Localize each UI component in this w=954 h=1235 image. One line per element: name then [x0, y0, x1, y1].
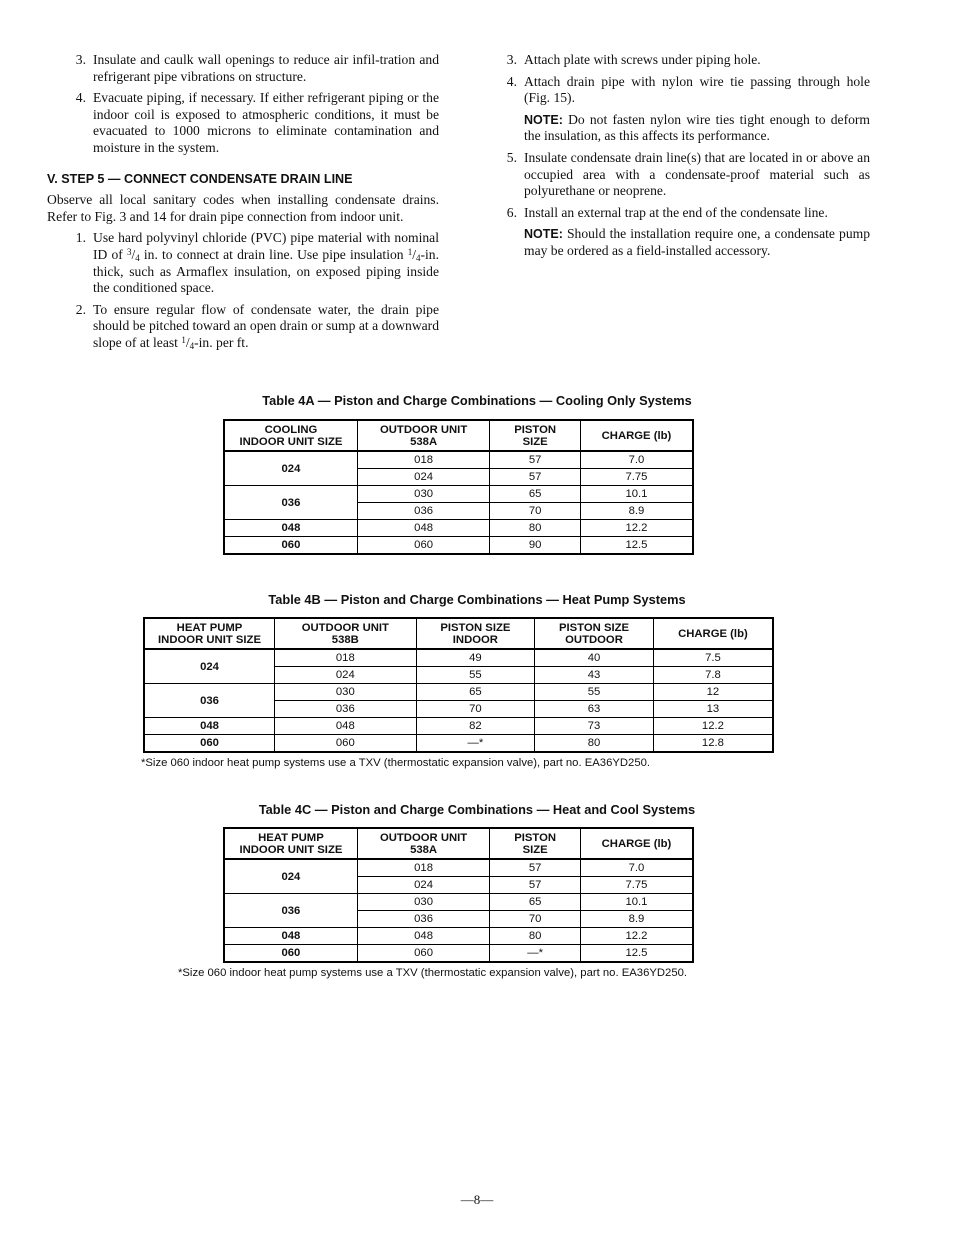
list-number: 3. [75, 52, 86, 67]
table-4a [223, 419, 694, 555]
table-row: 048 048 80 12.2 [224, 520, 693, 537]
left-column [47, 52, 439, 357]
list-item [502, 74, 870, 107]
table-row: 048 048 82 73 12.2 [144, 718, 773, 735]
column-header: HEAT PUMP INDOOR UNIT SIZE [144, 618, 275, 649]
list-item [502, 205, 870, 222]
table-header-row [224, 828, 693, 859]
column-header: CHARGE (lb) [580, 828, 693, 859]
list-number: 2. [75, 301, 86, 317]
table-header-row [224, 420, 693, 451]
table-row: 024 018 57 7.0 [224, 859, 693, 877]
column-header: PISTON SIZE OUTDOOR [535, 618, 654, 649]
table-row: 036 030 65 55 12 [144, 684, 773, 701]
table-row: 024 57 7.75 [224, 877, 693, 894]
column-header: OUTDOOR UNIT 538A [357, 420, 489, 451]
table-footnote: *Size 060 indoor heat pump systems use a TXV (thermostatic expansion valve), part no. EA36YD250. [141, 757, 651, 769]
column-header: HEAT PUMP INDOOR UNIT SIZE [224, 828, 357, 859]
table-caption: Table 4A — Piston and Charge Combinations — Cooling Only Systems [262, 393, 692, 408]
list-item [47, 302, 439, 352]
table-row: 036 030 65 10.1 [224, 894, 693, 911]
list-text: Evacuate piping, if necessary. If either refrigerant piping or the indoor coil is exposed to atmospheric conditions, it must be evacuated to 1000 microns to eliminate contamination and moisture in the system. [93, 90, 439, 155]
table-header-row [144, 618, 773, 649]
list-text: Attach plate with screws under piping hole. [524, 52, 761, 67]
page-number: —8— [460, 1192, 494, 1207]
table-row: 036 70 63 13 [144, 701, 773, 718]
table-row: 060 060 —* 12.5 [224, 945, 693, 963]
table-4c [223, 827, 694, 963]
list-text: Use hard polyvinyl chloride (PVC) pipe material with nominal ID of $^3/_4$ in. to connect at drain line. Use pipe insulation $^1/_4-in$. thick, such as Armaflex insulation, on exposed piping inside the conditioned space. [93, 230, 439, 296]
right-column [502, 52, 870, 265]
table-footnote: *Size 060 indoor heat pump systems use a TXV (thermostatic expansion valve), part no. EA36YD250. [178, 967, 688, 979]
column-header: CHARGE (lb) [653, 618, 773, 649]
table-row: 024 018 57 7.0 [224, 451, 693, 469]
table-4b [143, 617, 774, 753]
table-row: 036 70 8.9 [224, 911, 693, 928]
column-header: CHARGE (lb) [580, 420, 693, 451]
table-caption: Table 4B — Piston and Charge Combinations — Heat Pump Systems [268, 592, 686, 607]
column-header: PISTON SIZE INDOOR [416, 618, 535, 649]
list-number: 6. [506, 204, 517, 220]
column-header: PISTON SIZE [490, 828, 581, 859]
list-item [47, 52, 439, 85]
list-item [47, 230, 439, 296]
paragraph: Observe all local sanitary codes when installing condensate drains. Refer to Fig. 3 and 14 for drain pipe connection from indoor unit. [47, 192, 439, 224]
list-number: 3. [506, 52, 517, 67]
column-header: OUTDOOR UNIT 538B [275, 618, 417, 649]
table-row: 048 048 80 12.2 [224, 928, 693, 945]
note: NOTE: Do not fasten nylon wire ties tight enough to deform the insulation, as this affects its performance. [524, 111, 870, 144]
table-caption: Table 4C — Piston and Charge Combinations — Heat and Cool Systems [258, 802, 696, 817]
list-text: Attach drain pipe with nylon wire tie passing through hole (Fig. 15). [524, 73, 870, 106]
table-row: 036 70 8.9 [224, 503, 693, 520]
list-text: Insulate and caulk wall openings to reduce air infil-tration and refrigerant pipe vibrations on structure. [93, 52, 439, 84]
table-row: 060 060 —* 80 12.8 [144, 735, 773, 753]
table-row: 036 030 65 10.1 [224, 486, 693, 503]
table-row: 024 55 43 7.8 [144, 667, 773, 684]
note: NOTE: Should the installation require one, a condensate pump may be ordered as a field-installed accessory. [524, 226, 870, 258]
list-text: To ensure regular flow of condensate water, the drain pipe should be pitched toward an open drain or sump at a downward slope of at least $^1/_4-in$. per ft. [93, 301, 439, 351]
list-number: 5. [506, 149, 517, 165]
list-number: 1. [75, 230, 86, 246]
column-header: PISTON SIZE [490, 420, 581, 451]
list-item [47, 90, 439, 156]
list-number: 4. [506, 73, 517, 89]
list-item [502, 52, 870, 69]
list-item [502, 150, 870, 200]
table-row: 060 060 90 12.5 [224, 537, 693, 555]
table-row: 024 57 7.75 [224, 469, 693, 486]
list-text: Install an external trap at the end of the condensate line. [524, 204, 828, 220]
column-header: COOLING INDOOR UNIT SIZE [224, 420, 357, 451]
list-number: 4. [75, 90, 86, 106]
section-heading: V. STEP 5 — CONNECT CONDENSATE DRAIN LINE [47, 171, 353, 186]
list-text: Insulate condensate drain line(s) that are located in or above an occupied area with a condensate-proof material such as polyurethane or neoprene. [524, 149, 870, 199]
table-row: 024 018 49 40 7.5 [144, 649, 773, 667]
column-header: OUTDOOR UNIT 538A [357, 828, 489, 859]
